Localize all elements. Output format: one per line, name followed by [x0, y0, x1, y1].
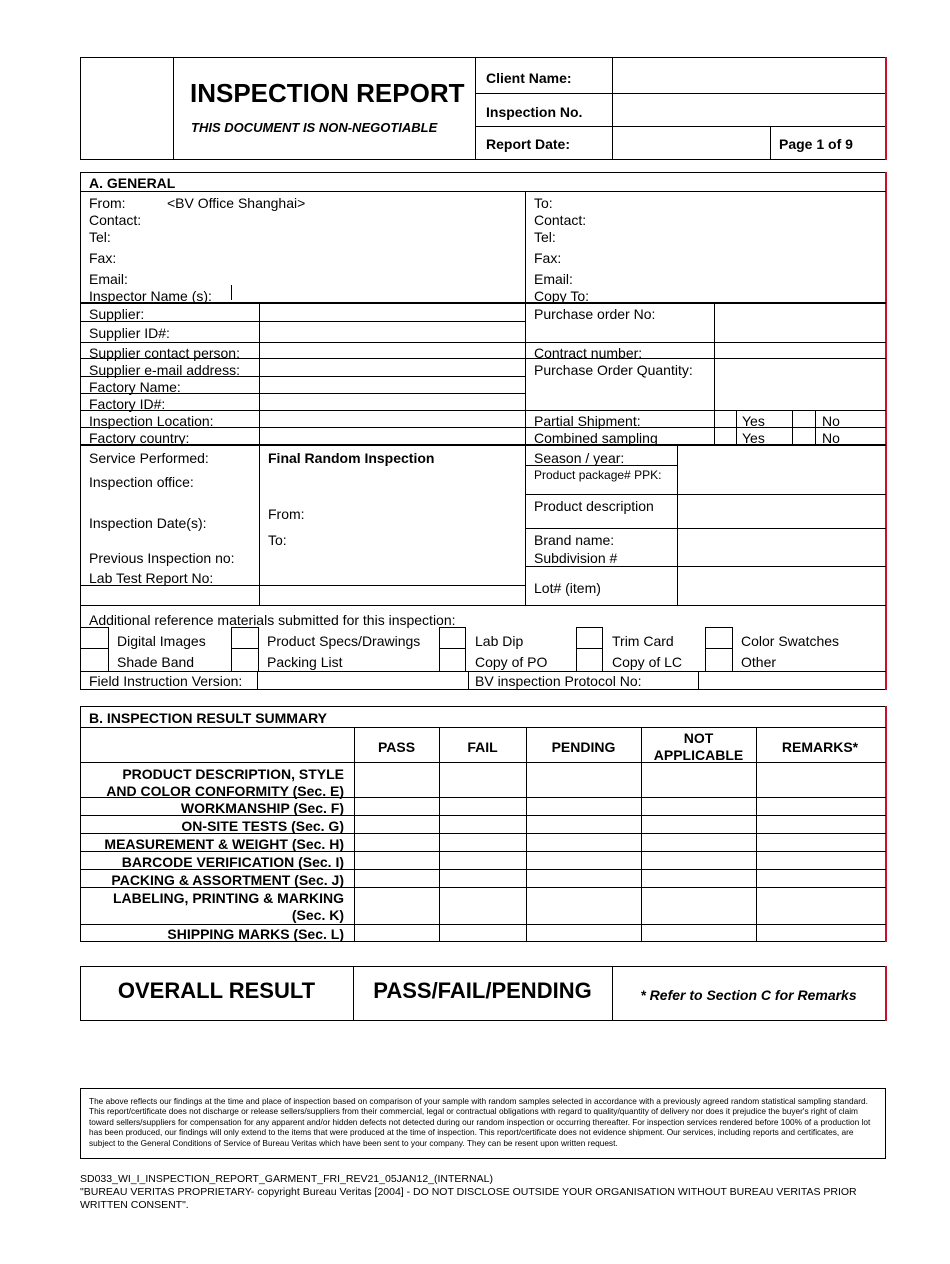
from-label: From: [89, 195, 126, 211]
bv-protocol-label: BV inspection Protocol No: [475, 673, 642, 689]
field-instruction-label: Field Instruction Version: [89, 673, 243, 689]
lab-test-label: Lab Test Report No: [89, 570, 214, 586]
lab-dip-label: Lab Dip [475, 633, 524, 649]
left-tel-label: Tel: [89, 229, 111, 245]
left-email-label: Email: [89, 271, 128, 287]
proprietary-notice: "BUREAU VERITAS PROPRIETARY- copyright Bureau Veritas [2004] - DO NOT DISCLOSE OUTSIDE YOUR ORGANISATION WITHOUT BUREAU VERITAS PRIOR WRITTEN CONSENT". [80, 1186, 857, 1211]
trim-card-label: Trim Card [612, 633, 674, 649]
supplier-label: Supplier: [89, 306, 145, 322]
combined-no-option[interactable]: No [822, 430, 840, 446]
factory-name-label: Factory Name: [89, 379, 181, 395]
product-package-label: Product package# PPK: [534, 468, 662, 482]
fail-column-header: FAIL [467, 739, 498, 755]
inspection-location-label: Inspection Location: [89, 413, 214, 429]
lab-dip-checkbox[interactable] [439, 627, 466, 649]
disclaimer-text: The above reflects our findings at the time and place of inspection based on comparison of your sample with random samples selected in accordance with a previously agreed random statistical sampling standard. This report/certificate does not discharge or release sellers/suppliers from their commercial, legal or contractual obligations with regard to quality/quantity of delivery nor does it prejudice the buyer's right of claim toward sellers/suppliers for compensation for any apparent and/or hidden defects not detected during our random inspection or occurring thereafter. For inspection services rendered before 100% of a production lot has been produced, our findings will only extend to the items that were produced at the time of inspection. This report/certificate does not evidence shipment. Our services, including reports and certificates, are subject to the General Conditions of Service of Bureau Veritas which have been sent to your company. They can be resent upon written request. [89, 1096, 871, 1148]
supplier-contact-label: Supplier contact person: [89, 345, 240, 361]
client-name-field[interactable] [613, 58, 884, 92]
overall-result-label: OVERALL RESULT [117, 978, 316, 1003]
to-label: To: [534, 195, 553, 211]
partial-shipment-label: Partial Shipment: [534, 413, 641, 429]
factory-country-label: Factory country: [89, 430, 190, 446]
inspector-name-label: Inspector Name (s): [89, 288, 212, 304]
packing-list-checkbox[interactable] [231, 648, 259, 672]
previous-inspection-label: Previous Inspection no: [89, 550, 235, 566]
product-specs-checkbox[interactable] [231, 627, 259, 649]
inspection-no-label: Inspection No. [486, 104, 583, 120]
contract-number-label: Contract number: [534, 345, 643, 361]
right-fax-label: Fax: [534, 250, 562, 266]
summary-row-label: WORKMANSHIP (Sec. F) [180, 800, 344, 816]
report-title: INSPECTION REPORT [190, 78, 465, 108]
trim-card-checkbox[interactable] [576, 627, 603, 649]
summary-row-label: MEASUREMENT & WEIGHT (Sec. H) [104, 836, 344, 852]
additional-ref-label: Additional reference materials submitted for this inspection: [89, 612, 456, 628]
summary-row-label: BARCODE VERIFICATION (Sec. I) [121, 854, 344, 870]
copy-of-po-label: Copy of PO [475, 654, 548, 670]
product-specs-label: Product Specs/Drawings [267, 633, 421, 649]
po-quantity-label: Purchase Order Quantity: [534, 362, 693, 378]
lot-item-label: Lot# (item) [534, 580, 601, 596]
combined-yes-option[interactable]: Yes [742, 430, 765, 446]
copy-of-po-checkbox[interactable] [439, 648, 466, 672]
supplier-email-label: Supplier e-mail address: [89, 362, 240, 378]
non-negotiable-note: THIS DOCUMENT IS NON-NEGOTIABLE [191, 120, 438, 135]
inspection-office-label: Inspection office: [89, 474, 194, 490]
summary-row-label: SHIPPING MARKS (Sec. L) [167, 926, 344, 942]
purchase-order-no-label: Purchase order No: [534, 306, 656, 322]
digital-images-label: Digital Images [117, 633, 206, 649]
remarks-column-header: REMARKS* [781, 739, 859, 755]
right-contact-label: Contact: [534, 212, 587, 228]
summary-row-label: PACKING & ASSORTMENT (Sec. J) [111, 872, 344, 888]
summary-row-label: ON-SITE TESTS (Sec. G) [181, 818, 344, 834]
not-applicable-column-header: NOT APPLICABLE [653, 730, 744, 763]
report-date-field[interactable] [613, 127, 769, 159]
summary-heading: B. INSPECTION RESULT SUMMARY [89, 710, 328, 726]
general-heading: A. GENERAL [89, 175, 176, 191]
copy-to-label: Copy To: [534, 288, 589, 304]
right-email-label: Email: [534, 271, 573, 287]
digital-images-checkbox[interactable] [80, 627, 109, 649]
supplier-id-label: Supplier ID#: [89, 325, 170, 341]
other-label: Other [741, 654, 777, 670]
partial-yes-option[interactable]: Yes [742, 413, 765, 429]
brand-name-label: Brand name: [534, 532, 615, 548]
packing-list-label: Packing List [267, 654, 343, 670]
factory-id-label: Factory ID#: [89, 396, 166, 412]
date-to-label: To: [268, 532, 287, 548]
copy-of-lc-checkbox[interactable] [576, 648, 603, 672]
shade-band-label: Shade Band [117, 654, 195, 670]
pending-column-header: PENDING [551, 739, 616, 755]
product-description-label: Product description [534, 498, 654, 514]
inspection-no-field[interactable] [613, 94, 884, 125]
copy-of-lc-label: Copy of LC [612, 654, 683, 670]
summary-row-label: LABELING, PRINTING & MARKING (Sec. K) [113, 890, 344, 923]
inspection-dates-label: Inspection Date(s): [89, 515, 207, 531]
client-name-label: Client Name: [486, 70, 572, 86]
left-fax-label: Fax: [89, 250, 117, 266]
date-from-label: From: [268, 506, 305, 522]
right-tel-label: Tel: [534, 229, 556, 245]
from-office: <BV Office Shanghai> [167, 195, 306, 211]
left-contact-label: Contact: [89, 212, 142, 228]
other-checkbox[interactable] [705, 648, 733, 672]
report-date-label: Report Date: [486, 136, 571, 152]
subdivision-label: Subdivision # [534, 550, 618, 566]
document-code: SD033_WI_I_INSPECTION_REPORT_GARMENT_FRI_REV21_05JAN12_(INTERNAL) [80, 1173, 493, 1185]
overall-result-value: PASS/FAIL/PENDING [373, 978, 592, 1003]
pass-column-header: PASS [377, 739, 416, 755]
color-swatches-label: Color Swatches [741, 633, 840, 649]
page-number: Page 1 of 9 [779, 136, 853, 152]
partial-no-option[interactable]: No [822, 413, 840, 429]
shade-band-checkbox[interactable] [80, 648, 109, 672]
color-swatches-checkbox[interactable] [705, 627, 733, 649]
summary-row-label: PRODUCT DESCRIPTION, STYLE AND COLOR CONFORMITY (Sec. E) [106, 766, 344, 799]
service-performed-label: Service Performed: [89, 450, 209, 466]
overall-remarks-note: * Refer to Section C for Remarks [640, 987, 857, 1003]
combined-sampling-label: Combined sampling [534, 430, 658, 446]
service-performed-value: Final Random Inspection [268, 450, 435, 466]
season-year-label: Season / year: [534, 450, 625, 466]
